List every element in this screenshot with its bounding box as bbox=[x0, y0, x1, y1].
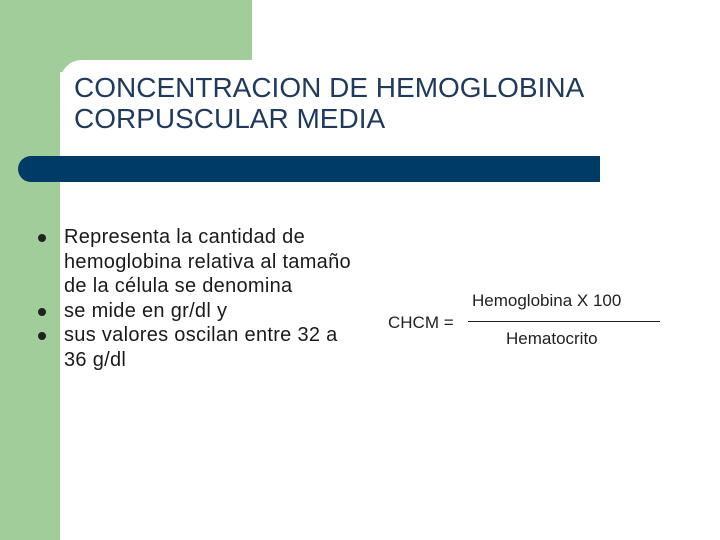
formula-numerator: Hemoglobina X 100 bbox=[472, 291, 622, 310]
chcm-formula bbox=[386, 285, 676, 355]
bullet-text: se mide en gr/dl y bbox=[64, 299, 228, 322]
bullet-dot-icon bbox=[38, 332, 46, 340]
bullet-list bbox=[36, 225, 356, 372]
slide-title-line1: CONCENTRACION DE HEMOGLOBINA bbox=[74, 72, 585, 103]
bullet-item bbox=[36, 323, 356, 372]
bullet-item bbox=[36, 225, 356, 299]
bullet-text: Representa la cantidad de hemoglobina relativa al tamaño de la célula se denomina bbox=[64, 226, 351, 297]
bullet-text: sus valores oscilan entre 32 a 36 g/dl bbox=[64, 324, 338, 371]
title-underline-bar bbox=[18, 156, 600, 182]
formula-lhs: CHCM = bbox=[388, 313, 454, 332]
formula-fraction-line bbox=[468, 321, 660, 322]
bullet-dot-icon bbox=[38, 234, 46, 242]
formula-denominator: Hematocrito bbox=[506, 329, 598, 348]
bullet-dot-icon bbox=[38, 308, 46, 316]
slide-title bbox=[74, 72, 694, 134]
bullet-item bbox=[36, 299, 356, 324]
slide-title-line2: CORPUSCULAR MEDIA bbox=[74, 103, 386, 134]
